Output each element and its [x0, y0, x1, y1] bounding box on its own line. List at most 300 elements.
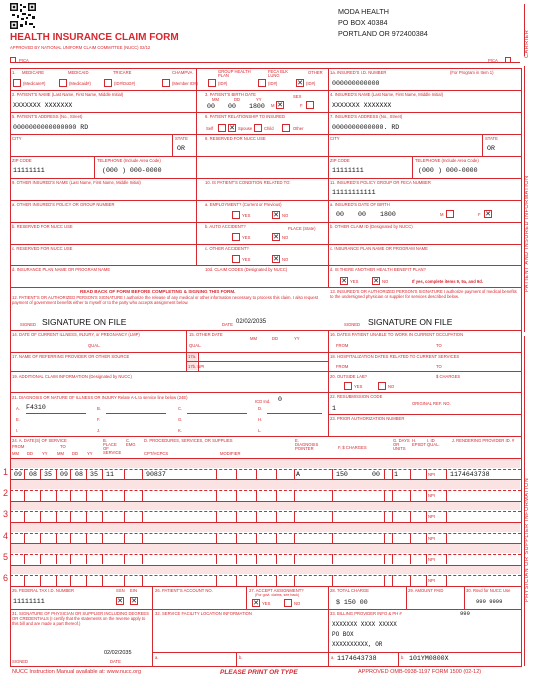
- col-divider: [124, 575, 125, 586]
- birth-yy-label: YY: [256, 97, 262, 102]
- sex-m-checkbox[interactable]: ✕: [277, 101, 283, 109]
- insurance-plan-label: c. INSURANCE PLAN NAME OR PROGRAM NAME: [330, 246, 428, 251]
- box15-mm: MM: [250, 336, 257, 341]
- checkbox-group[interactable]: [208, 79, 216, 87]
- service-to-dd[interactable]: 08: [75, 470, 83, 478]
- npi-label: NPI: [428, 471, 435, 477]
- box17b-label: 17b. NPI: [188, 364, 205, 369]
- employment-label: a. EMPLOYMENT? (Current or Previous): [205, 202, 282, 207]
- employment-no-checkbox[interactable]: ✕: [273, 211, 279, 219]
- insured-name-label: 4. INSURED'S NAME (Last Name, First Name, Middle Initial): [330, 92, 443, 97]
- other-insured-name-label: 9. OTHER INSURED'S NAME (Last Name, First Name, Middle Initial): [12, 180, 141, 185]
- col-divider: [332, 511, 333, 522]
- col-divider: [24, 469, 25, 480]
- cpt-label: CPT/HCPCS: [144, 451, 169, 456]
- sub-medicaid: (Medicaid#): [69, 81, 91, 86]
- box33-phone[interactable]: 999: [460, 610, 470, 617]
- col-divider: [256, 575, 257, 586]
- other-claim-label: b. OTHER CLAIM ID (Designated by NUCC): [330, 224, 413, 229]
- col-divider: [216, 490, 217, 501]
- insured-sex-f-label: F: [478, 212, 481, 217]
- col24a-mm1: MM: [12, 451, 19, 456]
- patient-address-value[interactable]: 0000000000000000 RD: [13, 124, 89, 131]
- col-divider: [142, 533, 143, 544]
- opt-champva: CHAMPVA: [172, 70, 193, 75]
- line-number: 4: [3, 530, 9, 541]
- col-divider: [56, 533, 57, 544]
- col-divider: [332, 469, 333, 480]
- col24i-header: I. ID QUAL.: [427, 438, 440, 447]
- col-divider: [70, 533, 71, 544]
- col-divider: [294, 469, 295, 480]
- box22-ref-label: ORIGINAL REF. NO.: [412, 401, 451, 406]
- diag-f-label: F.: [97, 417, 101, 422]
- col-divider: [256, 490, 257, 501]
- checkbox-medicaid[interactable]: [59, 79, 67, 87]
- col24a-from: FROM: [12, 444, 25, 449]
- col-divider: [332, 554, 333, 565]
- another-plan-yes-label: YES: [350, 279, 359, 284]
- col-divider: [56, 575, 57, 586]
- sub-group: (ID#): [218, 81, 228, 86]
- box27-label: 27. ACCEPT ASSIGNMENT?: [249, 588, 304, 593]
- birth-mm-label: MM: [212, 97, 219, 102]
- sub-other: (ID#): [306, 81, 316, 86]
- rel-spouse-label: Spouse: [238, 126, 253, 131]
- diag-l-label: L.: [258, 428, 262, 433]
- qr-code: [10, 3, 36, 29]
- insured-name-value[interactable]: XXXXXXX XXXXXXX: [332, 102, 392, 109]
- box15-dd: DD: [272, 336, 279, 341]
- rel-child-label: Child: [264, 126, 274, 131]
- signed-label-13: SIGNED: [344, 322, 361, 327]
- col-divider: [102, 533, 103, 544]
- another-plan-no-checkbox[interactable]: ✕: [373, 277, 379, 285]
- box33-label: 33. BILLING PROVIDER INFO & PH #: [330, 611, 402, 616]
- box16-to: TO: [436, 343, 442, 348]
- box19-label: 19. ADDITIONAL CLAIM INFORMATION (Designated by NUCC): [12, 374, 132, 379]
- pica-left-label: PICA: [19, 58, 29, 63]
- insured-sex-m-label: M: [440, 212, 444, 217]
- other-accident-yes-checkbox[interactable]: [232, 255, 240, 263]
- assign-no-checkbox[interactable]: [284, 599, 292, 607]
- rel-self-checkbox[interactable]: [218, 124, 226, 132]
- service-provider[interactable]: 1174643738: [450, 470, 490, 478]
- another-plan-yes-checkbox[interactable]: ✕: [341, 277, 347, 285]
- npi-label: NPI: [428, 492, 435, 498]
- rel-spouse-checkbox[interactable]: ✕: [229, 124, 235, 132]
- col-divider: [102, 575, 103, 586]
- birth-date-label: 3. PATIENT'S BIRTH DATE: [205, 92, 256, 97]
- col-divider: [276, 469, 277, 480]
- col-divider: [86, 469, 87, 480]
- insured-address-label: 7. INSURED'S ADDRESS (No., Street): [330, 114, 403, 119]
- col-divider: [236, 490, 237, 501]
- col-divider: [332, 490, 333, 501]
- checkbox-other[interactable]: ✕: [297, 79, 303, 87]
- col-divider: [102, 554, 103, 565]
- col-divider: [102, 490, 103, 501]
- npi-label: NPI: [428, 535, 435, 541]
- box31-date[interactable]: 02/02/2035: [104, 650, 132, 656]
- signature13-label: 13. INSURED'S OR AUTHORIZED PERSON'S SIGNATURE I authorize payment of medical benefits to the undersigned physician or supplier for services described below.: [330, 289, 517, 299]
- patient-name-value[interactable]: XXXXXXX XXXXXXX: [13, 102, 73, 109]
- col24g-header: G. DAYS OR UNITS: [393, 438, 410, 451]
- service-line-shaded: [11, 501, 520, 511]
- col-divider: [24, 533, 25, 544]
- billing-line[interactable]: PO BOX: [332, 631, 354, 638]
- insured-dob-label: a. INSURED'S DATE OF BIRTH: [330, 202, 390, 207]
- col-divider: [332, 533, 333, 544]
- side-carrier-label: CARRIER: [524, 29, 530, 58]
- line-number: 2: [3, 487, 9, 498]
- auto-yes-label: YES: [242, 235, 251, 240]
- diag-i-label: I.: [16, 428, 19, 433]
- insured-phone-area[interactable]: (000: [418, 167, 434, 174]
- diag-d-label: D.: [258, 406, 263, 411]
- col-divider: [392, 533, 393, 544]
- diag-g-label: G.: [178, 417, 183, 422]
- box18-label: 18. HOSPITALIZATION DATES RELATED TO CURRENT SERVICES: [330, 354, 460, 359]
- outside-lab-no-label: NO: [388, 384, 395, 389]
- other-policy-label: a. OTHER INSURED'S POLICY OR GROUP NUMBER: [12, 202, 115, 207]
- taxonomy-value[interactable]: 101YM0800X: [409, 655, 449, 662]
- col-divider: [70, 554, 71, 565]
- insured-id-value[interactable]: 000000000000: [332, 80, 380, 87]
- insured-dob-yy[interactable]: 1800: [380, 211, 396, 218]
- col-divider: [384, 554, 385, 565]
- date-label-31: DATE: [110, 659, 121, 664]
- diag-a-value[interactable]: F4310: [26, 404, 46, 411]
- col-divider: [70, 469, 71, 480]
- service-line-shaded: [11, 565, 520, 575]
- approved-note: APPROVED BY NATIONAL UNIFORM CLAIM COMMITTEE (NUCC) 02/12: [10, 45, 151, 50]
- insured-phone-number[interactable]: ) 000-0000: [438, 167, 478, 174]
- col-divider: [216, 511, 217, 522]
- box32b-label: b.: [239, 655, 243, 660]
- box17-label: 17. NAME OF REFERRING PROVIDER OR OTHER SOURCE: [12, 354, 130, 359]
- other-accident-no-checkbox[interactable]: ✕: [273, 255, 279, 263]
- patient-phone-area[interactable]: (000: [102, 167, 118, 174]
- box22-label: 22. RESUBMISSION CODE: [330, 394, 383, 399]
- line-number: 3: [3, 509, 9, 520]
- col-divider: [426, 533, 427, 544]
- sub-tricare: (ID#/DoD#): [114, 81, 136, 86]
- rel-child-checkbox[interactable]: [254, 124, 262, 132]
- col-divider: [70, 490, 71, 501]
- row-line: [10, 543, 521, 544]
- birth-dd-label: DD: [234, 97, 241, 102]
- sex-f-label: F: [300, 103, 303, 108]
- birth-dd-value[interactable]: 00: [228, 103, 236, 110]
- col24j-header: J. RENDERING PROVIDER ID. #: [451, 438, 515, 443]
- side-patient-label: PATIENT AND INSURED INFORMATION: [524, 175, 530, 292]
- auto-yes-checkbox[interactable]: [232, 233, 240, 241]
- col24h-header: H. EPSDT: [412, 438, 426, 447]
- col-divider: [410, 469, 411, 480]
- col-divider: [216, 554, 217, 565]
- col-divider: [102, 511, 103, 522]
- tax-id-value[interactable]: 11111111: [13, 598, 45, 605]
- auto-accident-label: b. AUTO ACCIDENT?: [205, 224, 246, 229]
- checkbox-champva[interactable]: [162, 79, 170, 87]
- billing-line[interactable]: XXXXXXXXXX, OR: [332, 641, 383, 648]
- col-divider: [294, 575, 295, 586]
- side-physician-label: PHYSICIAN OR SUPPLIER INFORMATION: [524, 477, 530, 602]
- reserved-c-label: c. RESERVED FOR NUCC USE: [12, 246, 73, 251]
- diag-k-label: K.: [178, 428, 182, 433]
- col24a-yy1: YY: [42, 451, 48, 456]
- birth-mm-value[interactable]: 00: [207, 103, 215, 110]
- diag-a-label: A.: [16, 406, 20, 411]
- col-divider: [256, 554, 257, 565]
- col-divider: [384, 575, 385, 586]
- col-divider: [24, 575, 25, 586]
- insured-zip-label: ZIP CODE: [330, 158, 350, 163]
- patient-name-label: 2. PATIENT'S NAME (Last Name, First Name, Middle Initial): [12, 92, 124, 97]
- icd-ind-label: ICD Ind.: [255, 399, 271, 404]
- omb-note: APPROVED OMB-0938-1197 FORM 1500 (02-12): [358, 669, 482, 675]
- box18-from: FROM: [336, 364, 349, 369]
- box33b-label: b.: [401, 655, 405, 660]
- insured-state-value[interactable]: OR: [487, 145, 495, 152]
- another-plan-label: d. IS THERE ANOTHER HEALTH BENEFIT PLAN?: [330, 267, 426, 272]
- col-divider: [446, 490, 447, 501]
- insured-zip-value[interactable]: 11111111: [332, 167, 364, 174]
- diag-b-label: B.: [97, 406, 101, 411]
- col24e-header: E. DIAGNOSIS POINTER: [295, 438, 319, 451]
- row-line: [10, 479, 521, 480]
- col24a-header: 24. A. DATE(S) OF SERVICE: [12, 438, 67, 443]
- opt-tricare: TRICARE: [113, 70, 132, 75]
- billing-info: [332, 620, 397, 650]
- col-divider: [426, 469, 427, 480]
- service-cpt[interactable]: 90837: [146, 470, 166, 478]
- col24a-mm2: MM: [57, 451, 64, 456]
- diag-e-label: E.: [16, 417, 20, 422]
- col-divider: [142, 490, 143, 501]
- service-from-yy[interactable]: 35: [44, 470, 52, 478]
- line-number: 5: [3, 551, 9, 562]
- insured-address-value[interactable]: 0000000000000. RD: [332, 124, 400, 131]
- col24a-yy2: YY: [87, 451, 93, 456]
- col-divider: [384, 533, 385, 544]
- col-divider: [40, 533, 41, 544]
- opt-group: GROUP HEALTH PLAN: [218, 69, 251, 78]
- carrier-line: MODA HEALTH: [338, 7, 389, 16]
- row-line: [10, 458, 521, 459]
- diag-h-label: H.: [258, 417, 263, 422]
- pica-right-box[interactable]: [505, 57, 511, 63]
- col-divider: [142, 469, 143, 480]
- modifier-label: MODIFIER: [220, 451, 241, 456]
- service-from-dd[interactable]: 08: [29, 470, 37, 478]
- col-divider: [70, 511, 71, 522]
- insured-dob-dd[interactable]: 00: [358, 211, 366, 218]
- outside-lab-no-checkbox[interactable]: [378, 382, 386, 390]
- pica-right-label: PICA: [488, 58, 498, 63]
- auto-no-label: NO: [282, 235, 289, 240]
- claim-codes-label: 10d. CLAIM CODES (Designated by NUCC): [205, 267, 288, 272]
- other-accident-label: c. OTHER ACCIDENT?: [205, 246, 249, 251]
- service-units[interactable]: 1: [394, 470, 398, 478]
- col-divider: [216, 469, 217, 480]
- signature12-label: 12. PATIENT'S OR AUTHORIZED PERSON'S SIGNATURE I authorize the release of any medical or other information necessary to process this claim. I also request payment of government benefits either to myself or to the party who accepts assignment below.: [12, 295, 319, 305]
- col-divider: [256, 533, 257, 544]
- another-plan-note: If yes, complete items 9, 9a, and 9d.: [412, 279, 483, 284]
- signature12-value[interactable]: SIGNATURE ON FILE: [42, 317, 127, 327]
- col-divider: [56, 469, 57, 480]
- service-line-shaded: [11, 458, 520, 468]
- place-state-label: PLACE (State): [288, 226, 316, 231]
- patient-phone-label: TELEPHONE (Include Area Code): [97, 158, 161, 163]
- patient-phone-number[interactable]: ) 000-0000: [122, 167, 162, 174]
- service-from-mm[interactable]: 09: [14, 470, 22, 478]
- checkbox-tricare[interactable]: [104, 79, 112, 87]
- form-title: HEALTH INSURANCE CLAIM FORM: [10, 32, 179, 43]
- col-divider: [294, 490, 295, 501]
- sex-f-checkbox[interactable]: [306, 101, 314, 109]
- col-divider: [124, 469, 125, 480]
- total-charge-value[interactable]: $ 150 00: [336, 599, 368, 606]
- col-divider: [276, 511, 277, 522]
- service-pos[interactable]: 11: [106, 470, 114, 478]
- insured-phone-label: TELEPHONE (Include Area Code): [415, 158, 479, 163]
- box32-label: 32. SERVICE FACILITY LOCATION INFORMATION: [155, 611, 252, 616]
- rel-other-checkbox[interactable]: [282, 124, 290, 132]
- signed-label-31: SIGNED: [12, 659, 29, 664]
- col-divider: [410, 554, 411, 565]
- col24a-dd1: DD: [27, 451, 34, 456]
- box23-label: 23. PRIOR AUTHORIZATION NUMBER: [330, 416, 405, 421]
- instructions-note: NUCC Instruction Manual available at: www.nucc.org: [12, 669, 142, 675]
- box33a-label: a.: [331, 655, 335, 660]
- col-divider: [410, 511, 411, 522]
- col24b-header: B. PLACE OF SERVICE: [103, 438, 122, 455]
- insured-sex-m-checkbox[interactable]: [446, 210, 454, 218]
- assign-yes-checkbox[interactable]: ✕: [253, 599, 259, 607]
- carrier-line: PO BOX 40384: [338, 18, 388, 27]
- box16-label: 16. DATES PATIENT UNABLE TO WORK IN CURRENT OCCUPATION: [330, 332, 464, 337]
- col-divider: [256, 469, 257, 480]
- col-divider: [410, 490, 411, 501]
- read-back-note: READ BACK OF FORM BEFORE COMPLETING & SIGNING THIS FORM.: [80, 289, 236, 294]
- sex-label: SEX: [293, 94, 302, 99]
- col-divider: [142, 554, 143, 565]
- ein-label: EIN: [130, 588, 137, 593]
- col-divider: [446, 469, 447, 480]
- sub-feca: (ID#): [268, 81, 278, 86]
- col-divider: [294, 533, 295, 544]
- col-divider: [24, 511, 25, 522]
- service-cents[interactable]: 00: [372, 470, 380, 478]
- insured-dob-mm[interactable]: 00: [336, 211, 344, 218]
- col-divider: [392, 490, 393, 501]
- col-divider: [384, 511, 385, 522]
- col-divider: [56, 511, 57, 522]
- date-label-12: DATE: [222, 322, 233, 327]
- billing-npi-value[interactable]: 1174643738: [337, 655, 377, 662]
- service-to-mm[interactable]: 09: [60, 470, 68, 478]
- col24d-header: D. PROCEDURES, SERVICES, OR SUPPLIES: [144, 438, 233, 443]
- sub-medicare: (Medicare#): [23, 81, 46, 86]
- condition-label: 10. IS PATIENT'S CONDITION RELATED TO:: [205, 180, 291, 185]
- box32a-label: a.: [155, 655, 159, 660]
- outside-lab-yes-checkbox[interactable]: [344, 382, 352, 390]
- box31-label: 31. SIGNATURE OF PHYSICIAN OR SUPPLIER INCLUDING DEGREES OR CREDENTIALS (I certify that the statements on the reverse apply to this bill and are made a part thereof.): [12, 611, 149, 626]
- auto-no-checkbox[interactable]: ✕: [273, 233, 279, 241]
- box30-value[interactable]: 999 9999: [476, 598, 503, 605]
- insured-state-label: STATE: [485, 136, 498, 141]
- service-charges[interactable]: 150: [336, 470, 348, 478]
- service-pointer[interactable]: A: [296, 470, 300, 478]
- col-divider: [332, 575, 333, 586]
- rel-self-label: Self: [206, 126, 214, 131]
- col24f-header: F. $ CHARGES: [338, 445, 367, 450]
- box26-label: 26. PATIENT'S ACCOUNT NO.: [155, 588, 213, 593]
- checkbox-feca[interactable]: [258, 79, 266, 87]
- checkbox-medicare[interactable]: [13, 79, 21, 87]
- patient-state-value[interactable]: OR: [177, 145, 185, 152]
- box21-label: 21. DIAGNOSIS OR NATURE OF ILLNESS OR INJURY Relate A-L to service line below (24E): [12, 395, 188, 400]
- col-divider: [216, 533, 217, 544]
- box15-qual: QUAL.: [189, 343, 202, 348]
- other-plan-name-label: d. INSURANCE PLAN NAME OR PROGRAM NAME: [12, 267, 111, 272]
- col-divider: [86, 511, 87, 522]
- col-divider: [24, 554, 25, 565]
- sex-m-label: M: [271, 103, 275, 108]
- col-divider: [56, 554, 57, 565]
- billing-line[interactable]: XXXXXXX XXXX XXXXX: [332, 621, 397, 628]
- assign-yes-label: YES: [262, 601, 271, 606]
- signature12-date[interactable]: 02/02/2035: [236, 319, 267, 325]
- policy-label: 11. INSURED'S POLICY GROUP OR FECA NUMBER: [330, 180, 431, 185]
- insured-sex-f-checkbox[interactable]: ✕: [485, 210, 491, 218]
- ssn-checkbox[interactable]: ✕: [117, 597, 123, 605]
- col-divider: [40, 511, 41, 522]
- col-divider: [384, 469, 385, 480]
- resubmission-value[interactable]: 1: [332, 405, 336, 412]
- box30-label: 30. Rsvd for NUCC Use: [466, 588, 511, 593]
- employment-yes-checkbox[interactable]: [232, 211, 240, 219]
- birth-yy-value[interactable]: 1800: [249, 103, 265, 110]
- col-divider: [426, 575, 427, 586]
- pica-left-box[interactable]: [10, 57, 16, 63]
- col-divider: [294, 554, 295, 565]
- line-number: 6: [3, 573, 9, 584]
- print-note: PLEASE PRINT OR TYPE: [220, 669, 298, 676]
- rel-other-label: Other: [293, 126, 304, 131]
- other-accident-yes-label: YES: [242, 257, 251, 262]
- col-divider: [446, 533, 447, 544]
- col-divider: [236, 511, 237, 522]
- ein-checkbox[interactable]: ✕: [131, 597, 137, 605]
- service-to-yy[interactable]: 35: [90, 470, 98, 478]
- col-divider: [236, 533, 237, 544]
- box15-label: 15. OTHER DATE: [189, 332, 223, 337]
- icd-ind-value[interactable]: 0: [278, 396, 282, 403]
- signature13-value[interactable]: SIGNATURE ON FILE: [368, 317, 453, 327]
- col-divider: [426, 511, 427, 522]
- npi-label: NPI: [428, 556, 435, 562]
- col-divider: [392, 511, 393, 522]
- npi-label: NPI: [428, 578, 435, 584]
- carrier-address: [338, 6, 428, 39]
- outside-lab-yes-label: YES: [354, 384, 363, 389]
- patient-zip-value[interactable]: 11111111: [13, 167, 45, 174]
- policy-value[interactable]: 11111111111: [332, 189, 376, 196]
- col-divider: [86, 575, 87, 586]
